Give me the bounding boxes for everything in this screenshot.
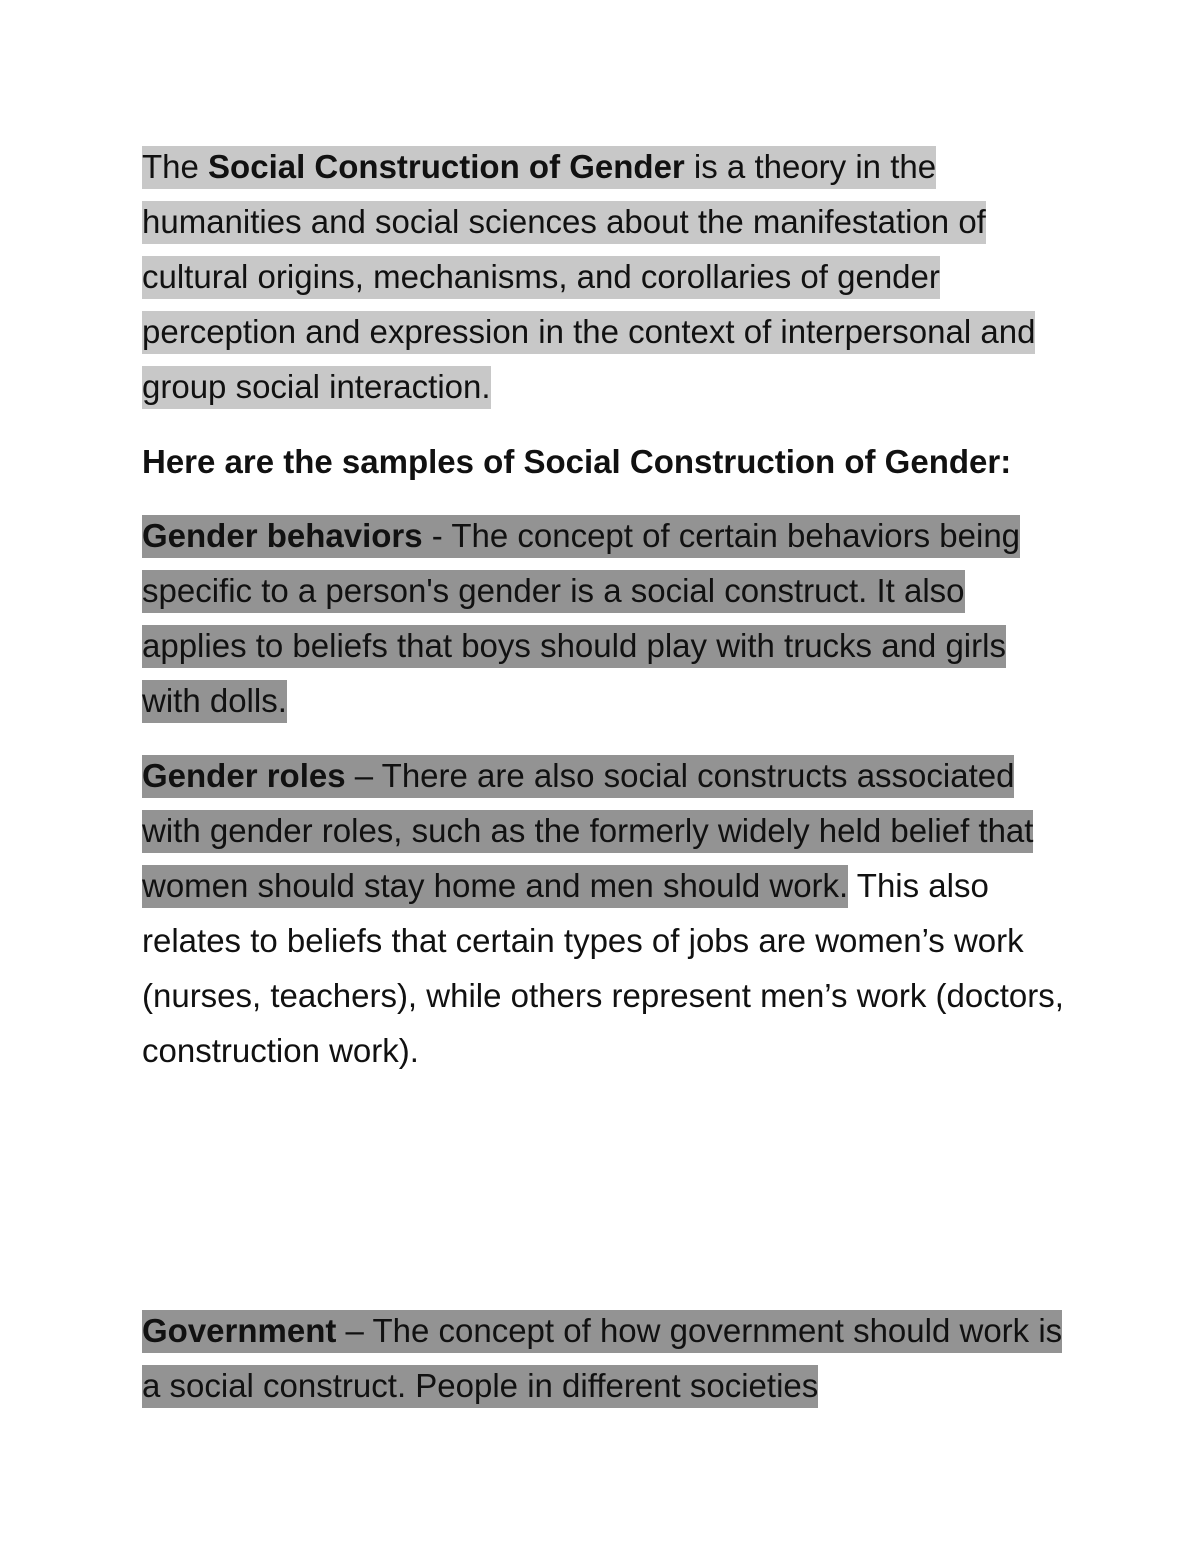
government-term: Government: [142, 1312, 337, 1349]
sample-government: [142, 1303, 1072, 1413]
intro-paragraph: [142, 139, 1072, 414]
behaviors-term: Gender behaviors: [142, 517, 423, 554]
intro-lead: The: [142, 148, 209, 185]
sample-gender-roles: [142, 748, 1072, 1078]
behaviors-highlight: [142, 515, 1020, 723]
sample-gender-behaviors: [142, 508, 1072, 728]
roles-body-highlighted: – There are also social constructs associated with gender roles, such as the formerly widely held belief that women should stay home and men should work.: [142, 757, 1034, 904]
government-highlight: [142, 1310, 1062, 1408]
behaviors-body: - The concept of certain behaviors being specific to a person's gender is a social construct. It also applies to beliefs that boys should play with trucks and girls with dolls.: [142, 517, 1021, 719]
intro-term: Social Construction of Gender: [208, 148, 685, 185]
intro-body: is a theory in the humanities and social sciences about the manifestation of cultural origins, mechanisms, and corollaries of gender perception and expression in the context of interpersonal and group social interaction.: [142, 148, 1036, 405]
roles-term: Gender roles: [142, 757, 346, 794]
document-body: [142, 139, 1072, 1404]
government-body: – The concept of how government should work is a social construct. People in different societies: [142, 1312, 1063, 1404]
samples-heading: Here are the samples of Social Construction of Gender:: [142, 443, 1012, 480]
intro-highlight: [142, 146, 1035, 409]
roles-body-plain: This also relates to beliefs that certain types of jobs are women’s work (nurses, teachers), while others represent men’s work (doctors, construction work).: [142, 867, 1064, 1069]
